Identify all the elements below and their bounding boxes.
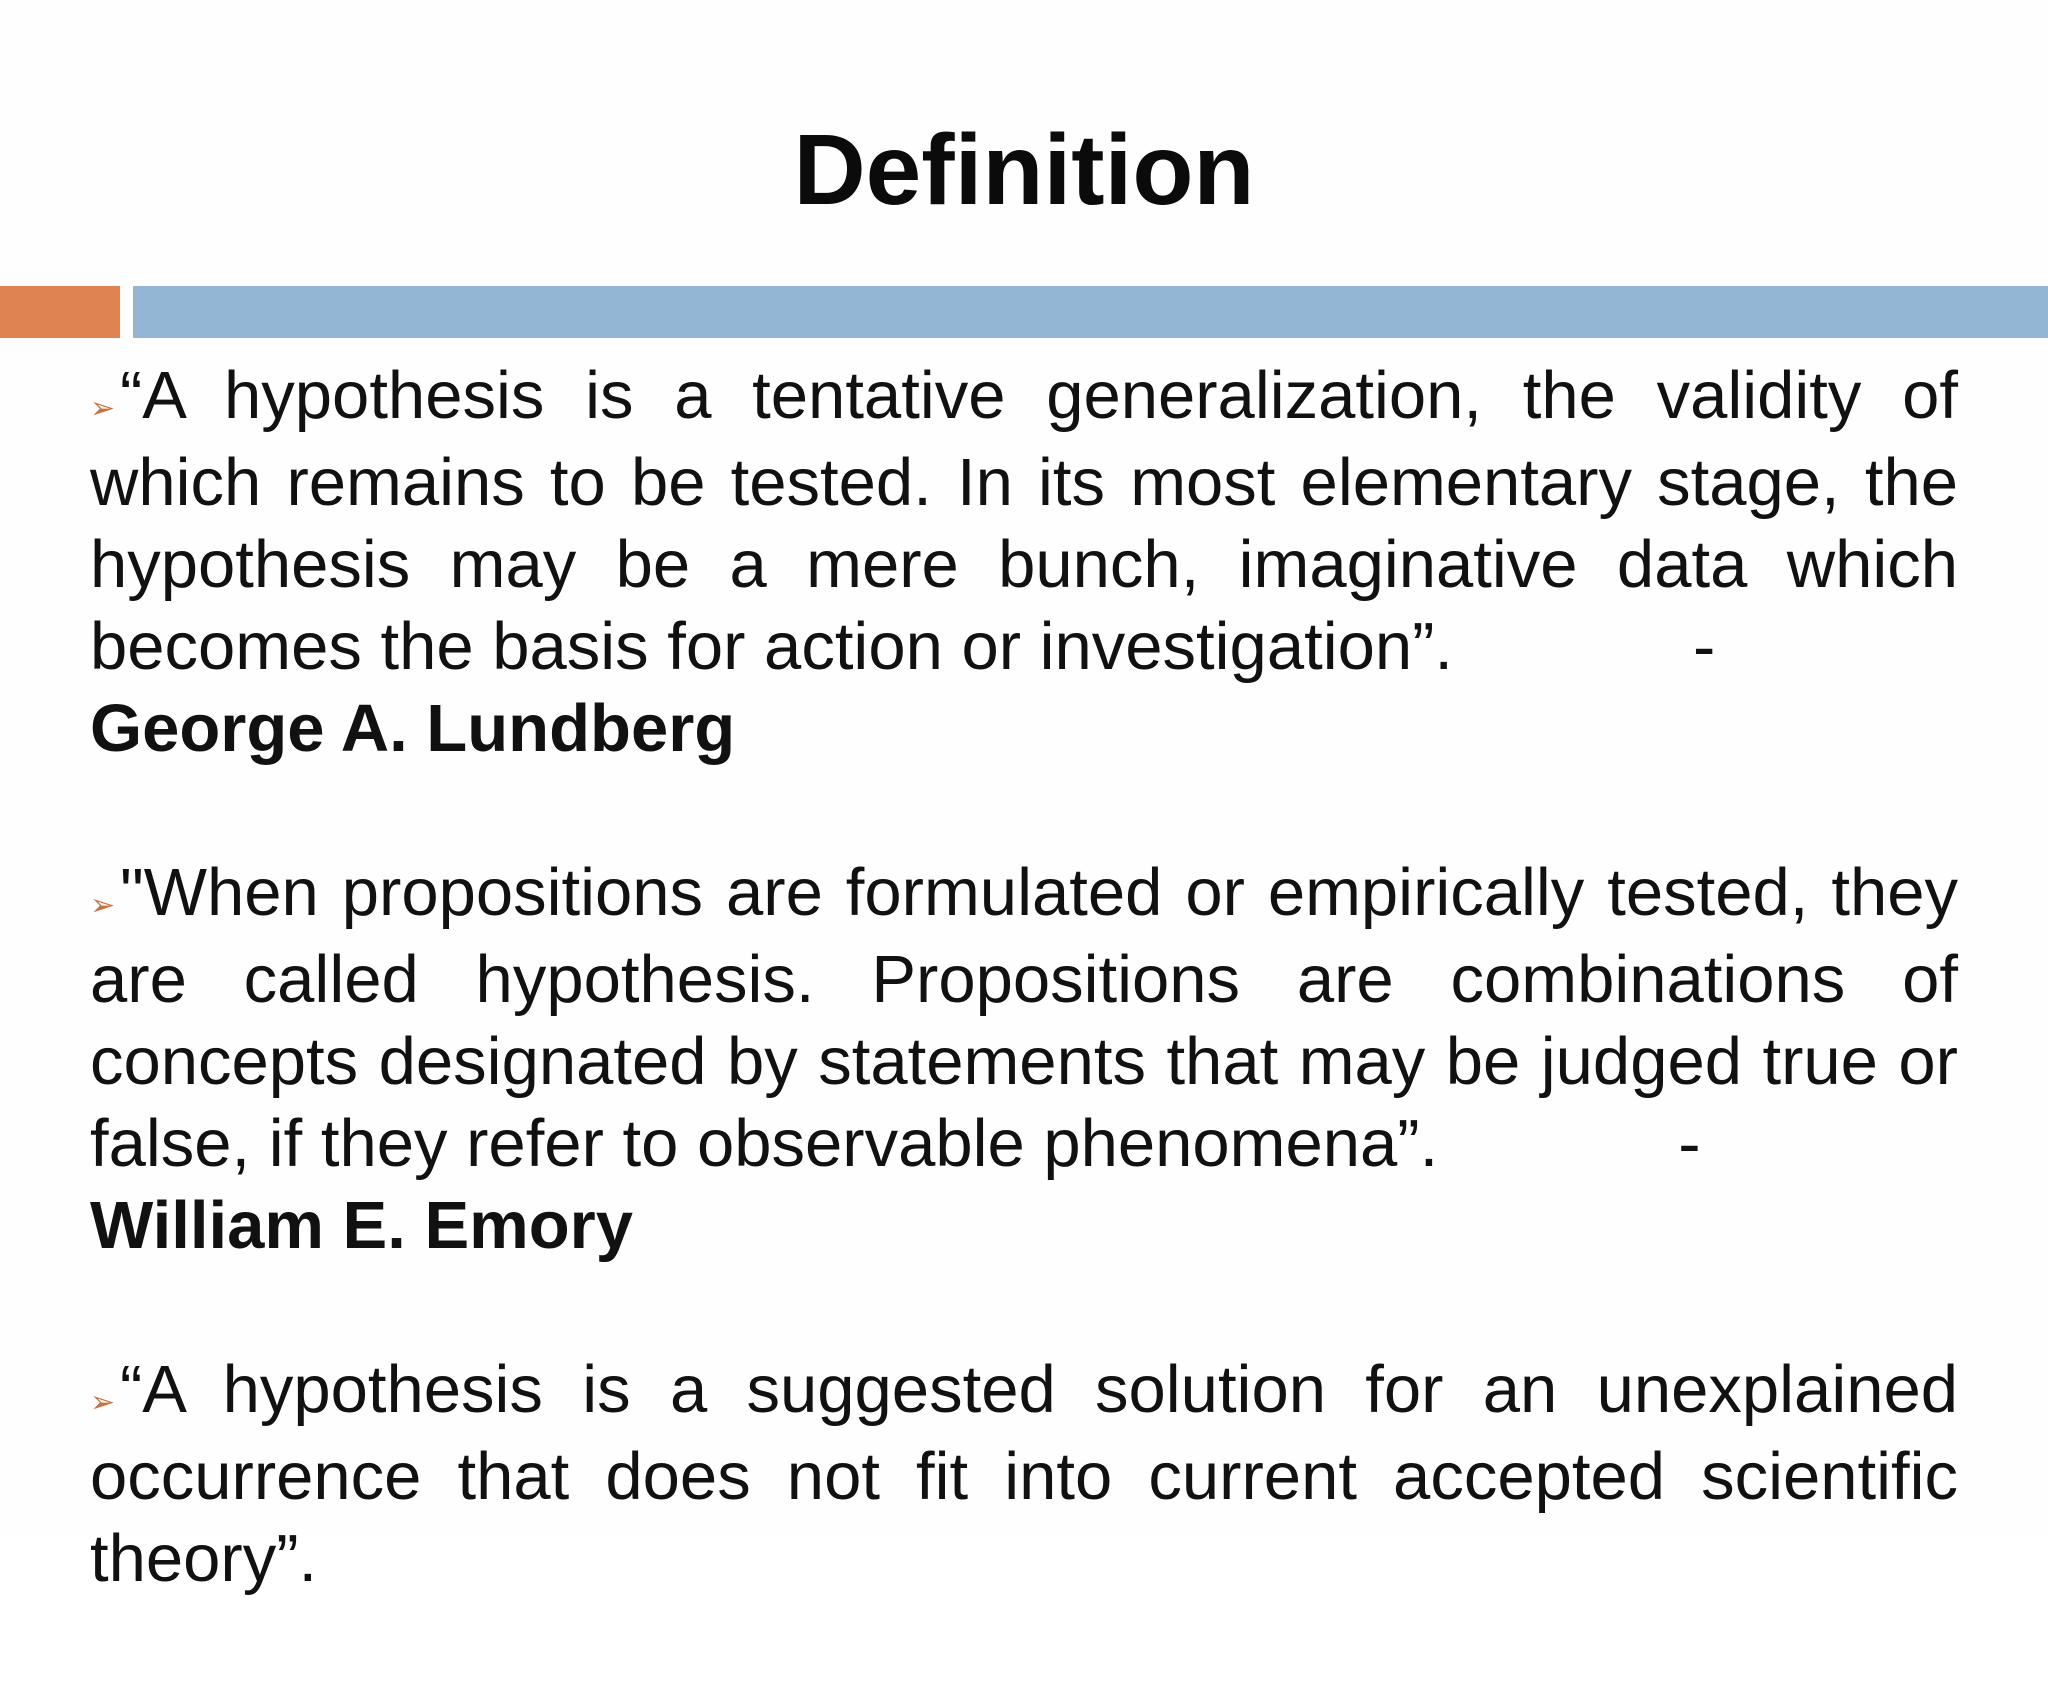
slide-content	[90, 355, 1958, 1682]
definition-item	[90, 852, 1958, 1267]
accent-bar-orange	[0, 286, 120, 338]
arrow-bullet-icon: ➢	[90, 392, 116, 425]
definition-author: William E. Emory	[90, 1188, 634, 1263]
definition-author: George A. Lundberg	[90, 691, 736, 766]
definition-quote: “A hypothesis is a tentative generalization, the validity of which remains to be tested. In its most elementary stage, the hypothesis may be a mere bunch, imaginative data which becomes the basis for action or investigation”.	[90, 358, 1958, 684]
slide-title: Definition	[793, 114, 1255, 226]
definition-item	[90, 355, 1958, 770]
attribution-dash: -	[1693, 609, 1716, 684]
attribution-dash: -	[1678, 1106, 1701, 1181]
arrow-bullet-icon: ➢	[90, 1386, 116, 1419]
definition-quote: "When propositions are formulated or empirically tested, they are called hypothesis. Propositions are combinations of concepts designated by statements that may be judged true or false, if they refer to observable phenomena”.	[90, 855, 1958, 1181]
definition-quote: “A hypothesis is a suggested solution for an unexplained occurrence that does not fit into current accepted scientific theory”.	[90, 1352, 1958, 1596]
arrow-bullet-icon: ➢	[90, 889, 116, 922]
definition-item	[90, 1349, 1958, 1600]
accent-bar-blue	[133, 286, 2048, 338]
